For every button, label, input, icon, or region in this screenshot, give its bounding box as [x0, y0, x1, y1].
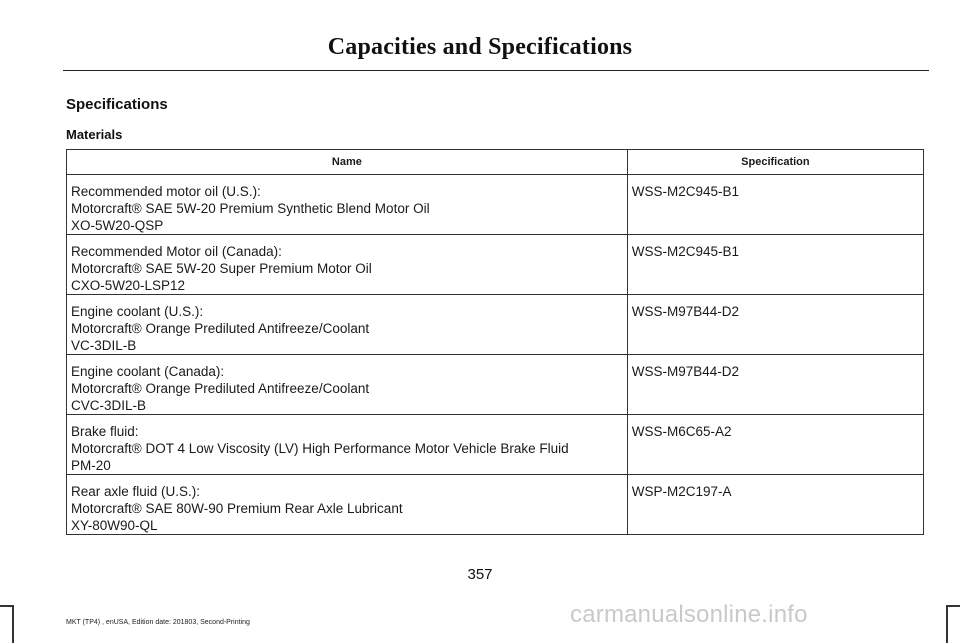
name-cell — [67, 295, 628, 355]
name-cell — [67, 355, 628, 415]
specification-cell: WSS-M97B44-D2 — [627, 295, 923, 355]
column-header-name: Name — [67, 150, 628, 175]
fluid-category: Engine coolant (Canada): — [71, 364, 225, 379]
crop-mark-bottom-left-vertical — [12, 605, 14, 643]
crop-mark-bottom-right-horizontal — [947, 605, 960, 607]
part-number: PM-20 — [71, 458, 111, 473]
table-row — [67, 235, 924, 295]
fluid-category: Recommended motor oil (U.S.): — [71, 184, 261, 199]
part-number: XY-80W90-QL — [71, 518, 158, 533]
part-number: XO-5W20-QSP — [71, 218, 164, 233]
product-name: Motorcraft® DOT 4 Low Viscosity (LV) High Performance Motor Vehicle Brake Fluid — [71, 441, 569, 456]
name-cell — [67, 415, 628, 475]
specification-cell: WSP-M2C197-A — [627, 475, 923, 535]
materials-table — [66, 149, 924, 535]
column-header-specification: Specification — [627, 150, 923, 175]
part-number: CXO-5W20-LSP12 — [71, 278, 186, 293]
product-name: Motorcraft® SAE 80W-90 Premium Rear Axle Lubricant — [71, 501, 403, 516]
table-row — [67, 475, 924, 535]
header-divider — [63, 70, 929, 71]
table-row — [67, 415, 924, 475]
fluid-category: Brake fluid: — [71, 424, 139, 439]
page-title: Capacities and Specifications — [327, 34, 633, 60]
specification-cell: WSS-M97B44-D2 — [627, 355, 923, 415]
crop-mark-bottom-right-vertical — [946, 605, 948, 643]
subsection-heading: Materials — [66, 127, 123, 142]
specification-cell: WSS-M6C65-A2 — [627, 415, 923, 475]
fluid-category: Rear axle fluid (U.S.): — [71, 484, 201, 499]
product-name: Motorcraft® SAE 5W-20 Premium Synthetic Blend Motor Oil — [71, 201, 430, 216]
fluid-category: Recommended Motor oil (Canada): — [71, 244, 282, 259]
page-number: 357 — [467, 566, 493, 583]
product-name: Motorcraft® Orange Prediluted Antifreeze/Coolant — [71, 321, 370, 336]
table-header-row — [67, 150, 924, 175]
section-heading: Specifications — [66, 96, 168, 113]
specification-cell: WSS-M2C945-B1 — [627, 175, 923, 235]
part-number: CVC-3DIL-B — [71, 398, 147, 413]
name-cell — [67, 475, 628, 535]
table-row — [67, 175, 924, 235]
name-cell — [67, 175, 628, 235]
product-name: Motorcraft® SAE 5W-20 Super Premium Motor Oil — [71, 261, 372, 276]
product-name: Motorcraft® Orange Prediluted Antifreeze/Coolant — [71, 381, 370, 396]
name-cell — [67, 235, 628, 295]
part-number: VC-3DIL-B — [71, 338, 137, 353]
table-row — [67, 355, 924, 415]
watermark-text: carmanualsonline.info — [570, 601, 808, 628]
crop-mark-bottom-left-horizontal — [0, 605, 12, 607]
fluid-category: Engine coolant (U.S.): — [71, 304, 204, 319]
table-row — [67, 295, 924, 355]
specification-cell: WSS-M2C945-B1 — [627, 235, 923, 295]
edition-footer: MKT (TP4) , enUSA, Edition date: 201803, Second-Printing — [66, 619, 250, 626]
